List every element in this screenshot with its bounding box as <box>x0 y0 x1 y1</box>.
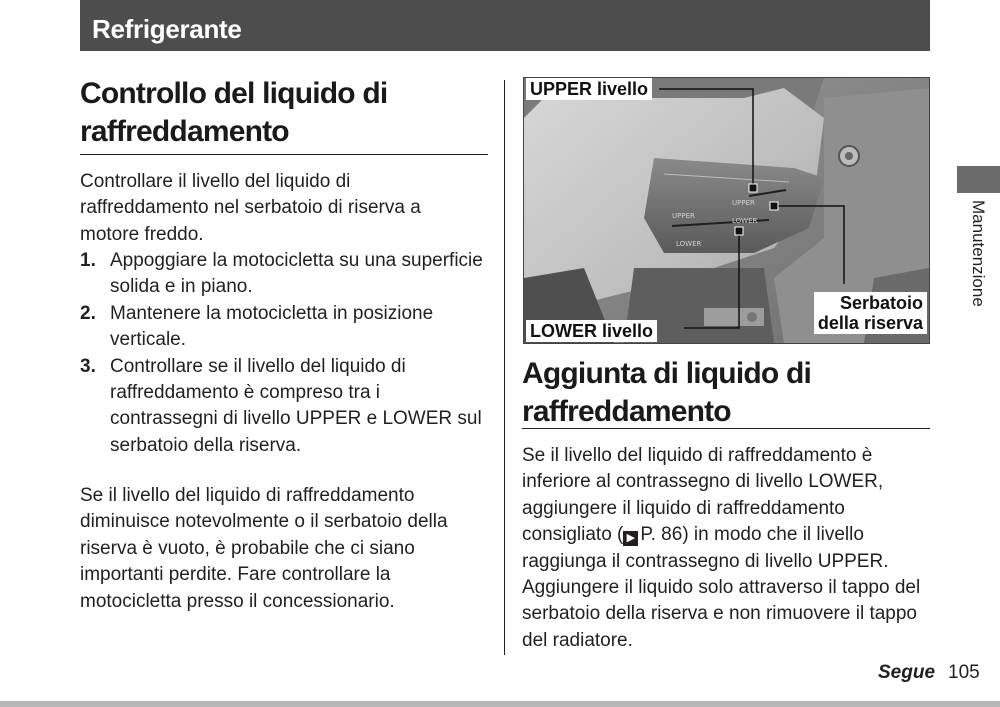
tank-mark-upper-right: UPPER <box>732 199 755 207</box>
callout-reserve-tank-line2: della riserva <box>817 313 923 333</box>
callout-upper-level: UPPER livello <box>526 78 652 100</box>
chapter-tab-label: Manutenzione <box>969 200 988 307</box>
step-text: Appoggiare la motocicletta su una superficie solida e in piano. <box>110 250 483 298</box>
tank-mark-lower-left: LOWER <box>676 240 702 248</box>
list-item <box>80 248 492 301</box>
step-text: Mantenere la motocicletta in posizione verticale. <box>110 302 434 351</box>
right-heading-rule <box>522 428 930 429</box>
right-heading-line2: raffreddamento <box>522 395 731 428</box>
list-item <box>80 301 492 354</box>
section-header <box>80 0 930 51</box>
callout-reserve-tank-line1: Serbatoio <box>839 293 923 313</box>
add-coolant-text-end: ) in modo che il livello raggiunga il contrassegno di livello UPPER. Aggiungere il liquido solo attraverso il tappo del serbatoio della riserva e non rimuovere il tappo del radiatore. <box>522 524 921 651</box>
continue-label: Segue <box>878 662 936 683</box>
page-bottom-rule <box>0 701 1000 707</box>
right-heading-line1: Aggiunta di liquido di <box>522 357 812 390</box>
left-heading-line2: raffreddamento <box>80 115 289 148</box>
step-number: 3. <box>80 355 96 377</box>
intro-paragraph: Controllare il livello del liquido di raffreddamento nel serbatoio di riserva a motore freddo. <box>80 171 421 245</box>
column-divider <box>504 80 505 655</box>
list-item <box>80 354 492 460</box>
warning-paragraph: Se il livello del liquido di raffreddamento diminuisce notevolmente o il serbatoio della riserva è vuoto, è probabile che ci siano importanti perdite. Fare controllare la motocicletta presso il concessionario. <box>80 485 448 612</box>
right-heading <box>522 355 932 431</box>
callout-lower-level: LOWER livello <box>526 320 657 342</box>
chapter-tab-marker <box>957 166 1000 193</box>
reserve-tank-photo <box>523 77 930 344</box>
step-text: Controllare se il livello del liquido di raffreddamento è compreso tra i contrassegni di livello UPPER e LOWER sul serbatoio della riserva. <box>110 355 482 456</box>
tank-mark-upper-left: UPPER <box>672 212 695 220</box>
add-coolant-text-start: Se il livello del liquido di raffreddamento è inferiore al contrassegno di livello LOWER, aggiungere il liquido di raffreddamento consigliato ( <box>522 445 884 546</box>
section-title: Refrigerante <box>92 14 242 44</box>
callout-reserve-tank <box>814 292 927 334</box>
left-heading-line1: Controllo del liquido di <box>80 77 388 110</box>
add-coolant-paragraph <box>522 443 930 654</box>
page-number: 105 <box>948 662 980 683</box>
steps-list <box>80 248 492 459</box>
arrow-right-icon: ▶ <box>623 531 638 546</box>
step-number: 1. <box>80 250 96 271</box>
page-reference-link[interactable]: P. 86 <box>640 524 683 546</box>
step-number: 2. <box>80 302 96 324</box>
left-heading <box>80 75 500 151</box>
left-heading-rule <box>80 154 488 155</box>
tank-mark-lower-right: LOWER <box>732 217 758 225</box>
